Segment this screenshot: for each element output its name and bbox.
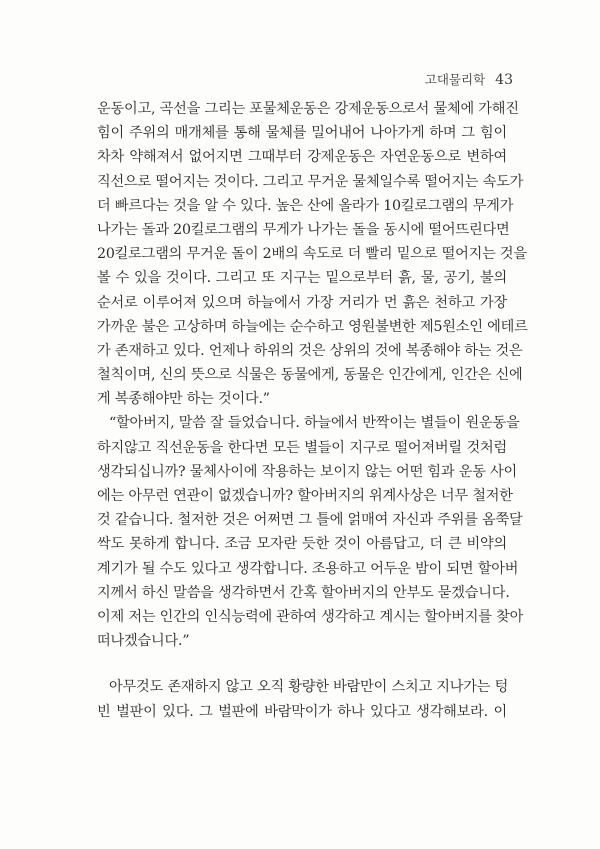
text-line: 힘이 주위의 매개체를 통해 물체를 밀어내어 나아가게 하며 그 힘이: [97, 125, 507, 142]
page-number: 43: [495, 72, 513, 88]
body-text: [97, 97, 528, 724]
text-line: “할아버지, 말씀 잘 들었습니다. 하늘에서 반짝이는 별들이 원운동을: [109, 415, 520, 432]
text-line: 빈 벌판이 있다. 그 벌판에 바람막이가 하나 있다고 생각해보라. 이: [97, 703, 507, 720]
text-line: 순서로 이루어져 있으며 하늘에서 가장 거리가 먼 흙은 천하고 가장: [97, 294, 507, 311]
text-line: 계기가 될 수도 있다고 생각합니다. 조용하고 어두운 밤이 되면 할아버: [97, 560, 519, 577]
text-line: 생각되십니까? 물체사이에 작용하는 보이지 않는 어떤 힘과 운동 사이: [97, 463, 518, 480]
text-line: 것 같습니다. 철저한 것은 어쩌면 그 틀에 얽매여 자신과 주위를 옴쭉달: [97, 512, 523, 529]
text-line: 차차 약해져서 없어지면 그때부터 강제운동은 자연운동으로 변하여: [97, 149, 507, 166]
paragraph-gap: [97, 653, 507, 675]
text-line: 운동이고, 곡선을 그리는 포물체운동은 강제운동으로서 물체에 가해진: [97, 101, 519, 117]
text-line: 직선으로 떨어지는 것이다. 그리고 무거운 물체일수록 떨어지는 속도가: [97, 173, 524, 190]
running-header: [425, 70, 513, 88]
text-line: 하지않고 직선운동을 한다면 모든 별들이 지구로 떨어져버릴 것처럼: [97, 439, 507, 456]
text-line: 이제 저는 인간의 인식능력에 관하여 생각하고 계시는 할아버지를 찾아: [97, 608, 524, 625]
text-line: 가까운 불은 고상하며 하늘에는 순수하고 영원불변한 제5원소인 에테르: [97, 318, 528, 335]
text-line: 싹도 못하게 합니다. 조금 모자란 듯한 것이 아름답고, 더 큰 비약의: [97, 536, 507, 553]
text-line: 게 복종해야만 하는 것이다.”: [97, 391, 270, 408]
paragraph-2: [97, 411, 524, 653]
text-line: 떠나겠습니다.”: [97, 633, 190, 650]
text-line: 철칙이며, 신의 뜻으로 식물은 동물에게, 동물은 인간에게, 인간은 신에: [97, 367, 523, 384]
text-line: 지께서 하신 말씀을 생각하면서 간혹 할아버지의 안부도 묻겠습니다.: [97, 584, 510, 601]
text-line: 가 존재하고 있다. 언제나 하위의 것은 상위의 것에 복종해야 하는 것은: [97, 342, 523, 359]
text-line: 20킬로그램의 무거운 돌이 2배의 속도로 더 빨리 밑으로 떨어지는 것을: [97, 246, 527, 263]
text-line: 나가는 돌과 20킬로그램의 무게가 나가는 돌을 동시에 떨어뜨린다면: [97, 221, 510, 238]
text-line: 볼 수 있을 것이다. 그리고 또 지구는 밑으로부터 흙, 물, 공기, 불의: [97, 270, 507, 287]
text-line: 더 빠르다는 것을 알 수 있다. 높은 산에 올라가 10킬로그램의 무게가: [97, 197, 514, 214]
paragraph-1: [97, 97, 528, 411]
paragraph-3: [97, 675, 507, 723]
running-title: 고대물리학: [424, 72, 486, 87]
text-line: 아무것도 존재하지 않고 오직 황량한 바람만이 스치고 지나가는 텅: [109, 679, 509, 696]
text-line: 에는 아무런 연관이 없겠습니까? 할아버지의 위계사상은 너무 철저한: [97, 488, 513, 504]
